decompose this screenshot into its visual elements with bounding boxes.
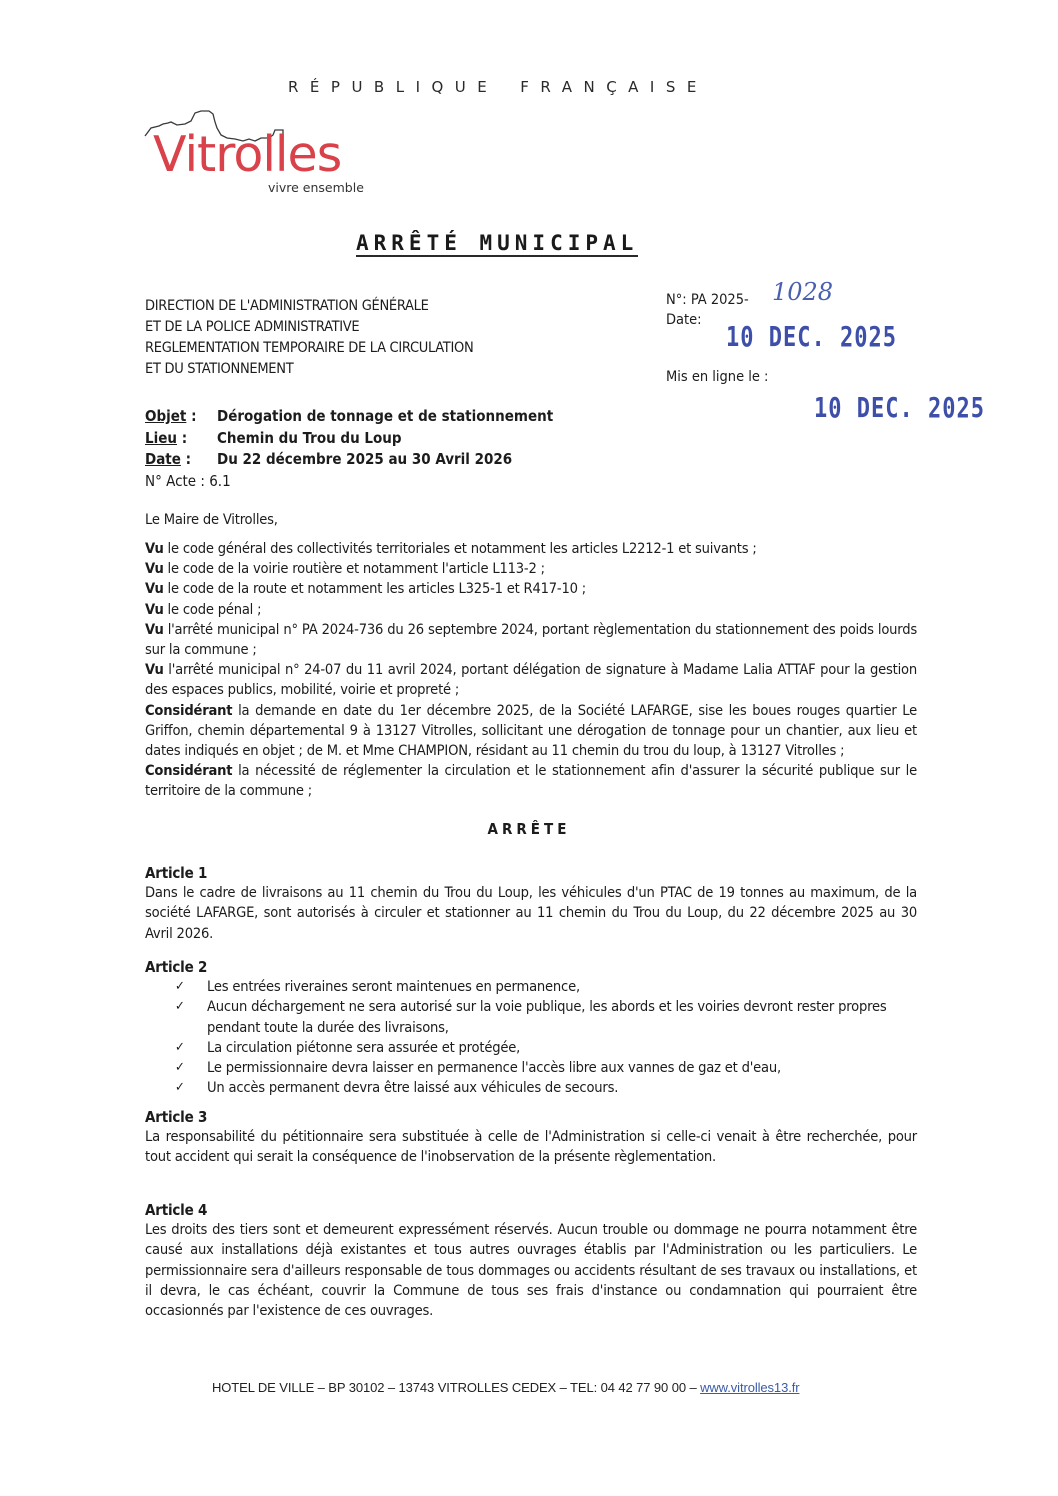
francaise-word: FRANÇAISE: [520, 78, 708, 96]
visa-lead: Vu: [145, 580, 164, 598]
department-line: DIRECTION DE L'ADMINISTRATION GÉNÉRALE: [145, 298, 429, 314]
visa-lead: Considérant: [145, 762, 233, 780]
date-row: Date : Du 22 décembre 2025 au 30 Avril 2026: [145, 450, 513, 468]
article-4: [145, 1200, 917, 1321]
republic-word: RÉPUBLIQUE: [288, 78, 499, 96]
visa-lead: Vu: [145, 620, 164, 638]
objet-row: Objet : Dérogation de tonnage et de stationnement: [145, 407, 554, 425]
visa-text: la demande en date du 1er décembre 2025, de la Société LAFARGE, sise les boues rouges quartier Le Griffon, chemin départemental 9 à 13127 Vitrolles, sollicitant une dérogation de tonnage pour un chantier, aux lieu et dates indiqués en objet ; de M. et Mme CHAMPION, résidant au 11 chemin du trou du loup, à 13127 Vitrolles ;: [145, 701, 917, 760]
visa-text: le code pénal ;: [163, 600, 262, 618]
visa-paragraph: [145, 761, 917, 801]
mayor-text: Le Maire de Vitrolles,: [145, 511, 278, 528]
visa-lead: Vu: [145, 540, 164, 557]
date-value: Du 22 décembre 2025 au 30 Avril 2026: [217, 450, 513, 468]
vitrolles-logo: [143, 108, 393, 198]
decision-heading: ARRÊTE: [487, 820, 571, 838]
visa-lead: Vu: [145, 560, 164, 578]
mayor-line: [145, 510, 917, 530]
footer: [212, 1380, 799, 1395]
lieu-label: Lieu: [145, 428, 177, 447]
date-label: Date:: [666, 312, 702, 328]
article-1: [145, 863, 917, 944]
article-title: Article 2: [145, 958, 208, 976]
visa-paragraph: [145, 579, 917, 599]
visas-list: [145, 539, 917, 802]
list-item-text: La circulation piétonne sera assurée et protégée,: [207, 1038, 521, 1056]
objet-value: Dérogation de tonnage et de stationnement: [217, 407, 554, 425]
document-title: ARRÊTÉ MUNICIPAL: [356, 231, 639, 255]
objet-label: Objet: [145, 407, 187, 425]
department-line: ET DE LA POLICE ADMINISTRATIVE: [145, 319, 360, 335]
date-stamp: 10 DEC. 2025: [726, 322, 897, 354]
lieu-value: Chemin du Trou du Loup: [217, 428, 402, 447]
list-item: [175, 1058, 917, 1078]
article-title: Article 3: [145, 1108, 208, 1126]
checkmark-icon: ✓: [175, 999, 185, 1015]
subject-block: [145, 406, 553, 492]
date-row-label: Date: [145, 450, 181, 468]
footer-address: HOTEL DE VILLE – BP 30102 – 13743 VITROLLES CEDEX – TEL: 04 42 77 90 00 –: [212, 1380, 701, 1395]
list-item-text: Le permissionnaire devra laisser en permanence l'accès libre aux vannes de gaz et d'eau,: [207, 1059, 781, 1077]
visa-text: l'arrêté municipal n° PA 2024-736 du 26 septembre 2024, portant règlementation du stationnement des poids lourds sur la commune ;: [145, 620, 917, 659]
visa-paragraph: [145, 620, 917, 660]
article-text: La responsabilité du pétitionnaire sera substituée à celle de l'Administration si celle-ci venait à être recherchée, pour tout accident qui serait la conséquence de l'inobservation de la présente règlementation.: [145, 1128, 917, 1166]
logo-tagline: vivre ensemble: [268, 180, 364, 195]
checkmark-icon: ✓: [175, 1039, 185, 1055]
list-item-text: Un accès permanent devra être laissé aux véhicules de secours.: [207, 1079, 619, 1097]
lieu-row: Lieu : Chemin du Trou du Loup: [145, 428, 402, 447]
list-item: [175, 1038, 917, 1058]
visa-lead: Vu: [145, 661, 164, 679]
visa-paragraph: [145, 701, 917, 762]
visa-paragraph: [145, 539, 917, 559]
logo-name: Vitrolles: [153, 126, 342, 183]
visa-lead: Vu: [145, 600, 164, 618]
visa-text: le code de la route et notamment les articles L325-1 et R417-10 ;: [163, 580, 586, 598]
article-2: [145, 957, 917, 1098]
checkmark-icon: ✓: [175, 979, 185, 995]
article-text: Dans le cadre de livraisons au 11 chemin du Trou du Loup, les véhicules d'un PTAC de 19 tonnes au maximum, de la société LAFARGE, sont autorisés à circuler et stationner au 11 chemin du Trou du Loup, du 22 décembre 2025 au 30 Avril 2026.: [145, 884, 917, 942]
article-2-list: [145, 977, 917, 1098]
visa-text: le code général des collectivités territoriales et notamment les articles L2212-1 et suivants ;: [163, 540, 757, 557]
visa-text: la nécessité de réglementer la circulation et le stationnement afin d'assurer la sécurité publique sur le territoire de la commune ;: [145, 762, 917, 800]
list-item-text: Aucun déchargement ne sera autorisé sur la voie publique, les abords et les voiries devront rester propres pendant toute la durée des livraisons,: [207, 998, 887, 1036]
department-line: ET DU STATIONNEMENT: [145, 361, 294, 377]
department-line: REGLEMENTATION TEMPORAIRE DE LA CIRCULATION: [145, 340, 474, 356]
online-label: Mis en ligne le :: [666, 369, 769, 385]
checkmark-icon: ✓: [175, 1060, 185, 1076]
visa-paragraph: [145, 660, 917, 700]
department-block: [145, 296, 473, 380]
checkmark-icon: ✓: [175, 1080, 185, 1096]
online-date-stamp: 10 DEC. 2025: [814, 393, 985, 425]
visa-text: l'arrêté municipal n° 24-07 du 11 avril 2024, portant délégation de signature à Madame Lalia ATTAF pour la gestion des espaces publics, mobilité, voirie et propreté ;: [145, 661, 917, 699]
article-title: Article 4: [145, 1201, 208, 1219]
list-item: [175, 997, 917, 1037]
visa-lead: Considérant: [145, 701, 233, 719]
republique-francaise-header: [288, 78, 708, 96]
visa-paragraph: [145, 600, 917, 620]
list-item: [175, 977, 917, 997]
visa-paragraph: [145, 559, 917, 579]
visa-text: le code de la voirie routière et notamment l'article L113-2 ;: [163, 560, 545, 578]
article-title: Article 1: [145, 864, 208, 882]
list-item: [175, 1078, 917, 1098]
article-3: [145, 1107, 917, 1168]
acte-number: N° Acte : 6.1: [145, 471, 231, 490]
website-link[interactable]: www.vitrolles13.fr: [700, 1380, 800, 1395]
list-item-text: Les entrées riveraines seront maintenues en permanence,: [207, 978, 580, 996]
handwritten-number: 1028: [772, 278, 834, 306]
reference-number-label: N°: PA 2025-: [666, 292, 749, 308]
article-text: Les droits des tiers sont et demeurent expressément réservés. Aucun trouble ou dommage ne pourra notamment être causé aux installations déjà existantes et tous autres ouvrages établis par l'Administration ou les particuliers. Le permissionnaire sera d'ailleurs responsable de tous dommages ou accidents résultant de ses travaux ou installations, et il devra, le cas échéant, couvrir la Commune de tous ses frais d'instance ou condamnation qui pourraient être occasionnés par l'existence de ces ouvrages.: [145, 1221, 917, 1320]
